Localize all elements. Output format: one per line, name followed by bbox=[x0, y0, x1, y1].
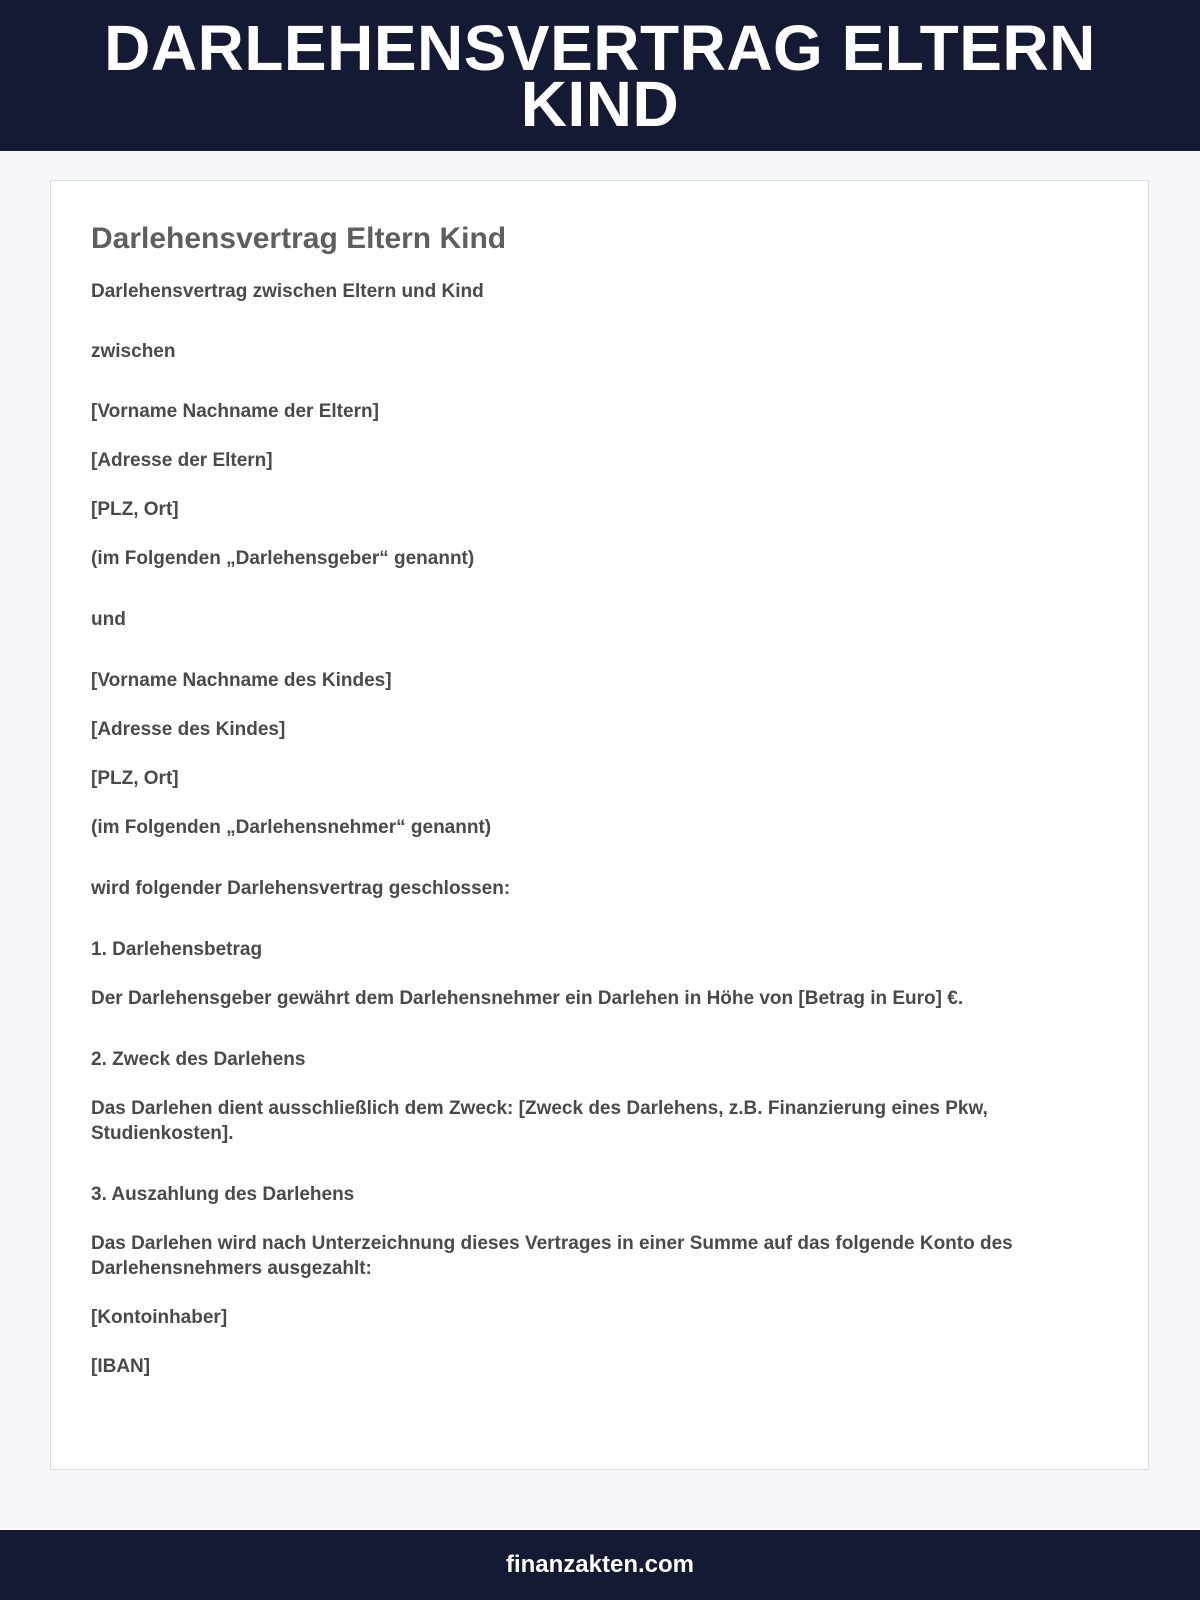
section-1-text: Der Darlehensgeber gewährt dem Darlehensnehmer ein Darlehen in Höhe von [Betrag in Euro] €. bbox=[91, 988, 964, 1009]
borrower-name-placeholder: [Vorname Nachname des Kindes] bbox=[91, 670, 392, 691]
lender-address-placeholder: [Adresse der Eltern] bbox=[91, 450, 273, 471]
lender-name-placeholder: [Vorname Nachname der Eltern] bbox=[91, 401, 379, 422]
section-1-heading: 1. Darlehensbetrag bbox=[91, 939, 263, 960]
lender-city-placeholder: [PLZ, Ort] bbox=[91, 499, 179, 520]
section-2-heading: 2. Zweck des Darlehens bbox=[91, 1049, 306, 1070]
footer-site-name: finanzakten.com bbox=[505, 1551, 695, 1578]
lender-role-note: (im Folgenden „Darlehensgeber“ genannt) bbox=[91, 548, 475, 569]
borrower-role-note: (im Folgenden „Darlehensnehmer“ genannt) bbox=[91, 817, 492, 838]
document-content bbox=[91, 221, 1111, 1377]
paragraph-and: und bbox=[91, 609, 126, 630]
contract-heading: Darlehensvertrag zwischen Eltern und Kind bbox=[91, 281, 484, 302]
page-banner-title: DARLEHENSVERTRAG ELTERN KIND bbox=[104, 11, 1096, 140]
iban-placeholder: [IBAN] bbox=[91, 1356, 151, 1377]
section-3-text: Das Darlehen wird nach Unterzeichnung dieses Vertrages in einer Summe auf das folgende Konto des Darlehensnehmers ausgezahlt: bbox=[91, 1233, 1013, 1279]
document-title: Darlehensvertrag Eltern Kind bbox=[91, 222, 507, 255]
account-holder-placeholder: [Kontoinhaber] bbox=[91, 1307, 228, 1328]
contract-intro: wird folgender Darlehensvertrag geschlossen: bbox=[91, 878, 511, 899]
section-3-heading: 3. Auszahlung des Darlehens bbox=[91, 1184, 355, 1205]
section-2-text: Das Darlehen dient ausschließlich dem Zweck: [Zweck des Darlehens, z.B. Finanzierung eines Pkw, Studienkosten]. bbox=[91, 1098, 988, 1144]
borrower-address-placeholder: [Adresse des Kindes] bbox=[91, 719, 286, 740]
page-footer bbox=[0, 1530, 1200, 1600]
paragraph-between: zwischen bbox=[91, 341, 176, 362]
borrower-city-placeholder: [PLZ, Ort] bbox=[91, 768, 179, 789]
page-header bbox=[0, 0, 1200, 151]
document-card bbox=[50, 180, 1149, 1470]
